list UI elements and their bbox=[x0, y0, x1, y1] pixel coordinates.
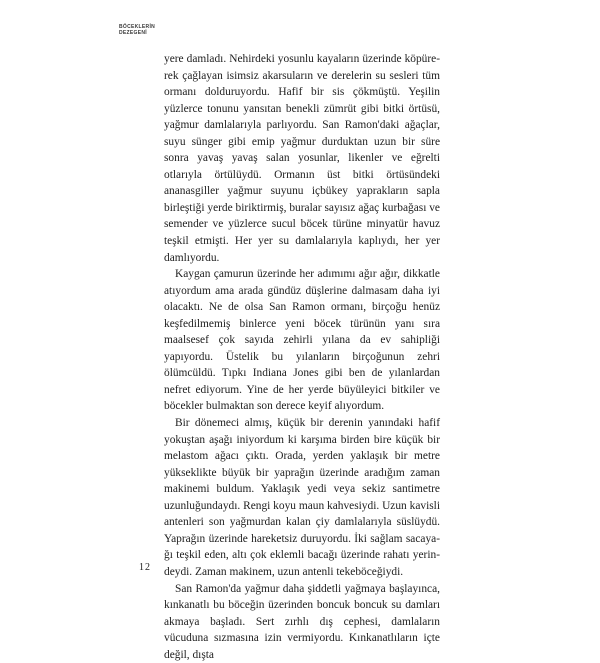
paragraph-2: Kaygan çamurun üzerinde her adımımı ağır ağır, dikkatle atıyordum ama arada gündüz düşlerine dalmasam daha iyi olacaktı. Ne de olsa San Ramon ormanı, birçoğu henüz keşfedilmemiş binlerce yeni böcek türünün yanı sıra maalsesef çok sayıda zehirli yılana da ev sahipliği yapıyordu. Üstelik bu yılanların birçoğunun zehri ölümcüldü. Tıpkı Indiana Jones gibi ben de yılanlardan nefret ediyorum. Yine de her yerde büyüleyici bitkiler ve böcekler bulmaktan son derece keyif alıyordum. bbox=[164, 266, 440, 415]
running-head-line-2: DEZEGENİ bbox=[119, 30, 155, 36]
paragraph-1: yere damladı. Nehirdeki yosunlu kayaların üzerinde köpürerek çağlayan isimsiz akarsuların ve derelerin su sesleri tüm ormanı dolduruyordu. Hafif bir sis çökmüştü. Yeşilin yüzlerce tonunu yansıtan benekli zümrüt gibi bitki örtüsü, yağmur damlalarıyla parlıyordu. San Ramon'daki ağaçlar, suyu sünger gibi emip yağmur durduktan uzun bir süre sonra yavaş yavaş salan yosunlar, likenler ve eğrelti otlarıyla örtülüydü. Ormanın üst bitki örtüsündeki ananasgiller yağmur suyunu içbükey yaprakların sapla birleştiği yerde biriktirmiş, buralar sayısız ağaç kurbağası ve semender ve yüzlerce sucul böcek türüne minyatür havuz teşkil etmişti. Her yer su damlalarıyla kaplıydı, her yer damlıyordu. bbox=[164, 51, 440, 266]
page-number: 12 bbox=[139, 562, 151, 573]
running-head bbox=[119, 24, 155, 36]
body-text bbox=[164, 51, 440, 663]
paragraph-3: Bir dönemeci almış, küçük bir derenin yanındaki hafif yokuştan aşağı iniyordum ki karşıma birden bire küçük bir melastom ağacı çıktı. Orada, yerden yaklaşık bir metre yükseklikte büyük bir yaprağın üzerinde aradığım zaman makinemi buldum. Yaklaşık yedi veya sekiz santimetre uzunluğundaydı. Rengi koyu maun kahvesiydi. Uzun kavisli antenleri son yağmurdan kalan çiy damlalarıyla süslüydü. Yaprağın üzerinde hareketsiz duruyordu. İki sağlam sacayağı teşkil eden, altı çok eklemli bacağı üzerinde rahatı yerindeydi. Zaman makinem, uzun antenli tekeböceğiydi. bbox=[164, 415, 440, 580]
paragraph-4: San Ramon'da yağmur daha şiddetli yağmaya başlayınca, kınkanatlı bu böceğin üzerinden boncuk boncuk su damları akmaya başladı. Sert zırhlı dış cephesi, damlaların vücuduna sızmasına izin vermiyordu. Kınkanatlıların içte değil, dışta bbox=[164, 581, 440, 663]
running-head-line-1: BÖCEKLERİN bbox=[119, 24, 155, 30]
